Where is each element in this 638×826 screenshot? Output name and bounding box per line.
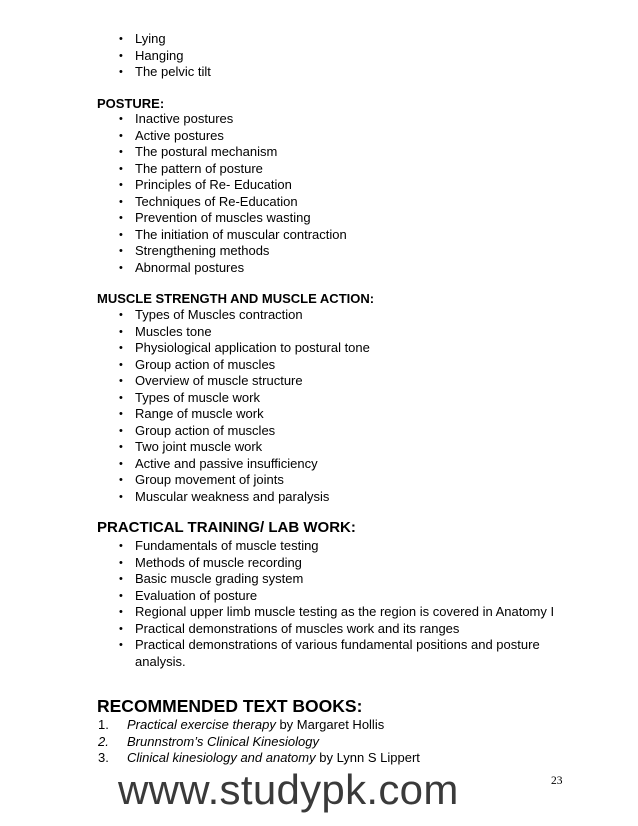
list-item — [0, 227, 575, 244]
list-item-text: Practical demonstrations of muscles work and its ranges — [135, 620, 460, 636]
list-item — [0, 406, 575, 423]
bullet-dot-icon: • — [119, 66, 123, 78]
bullet-dot-icon: • — [119, 639, 123, 651]
list-item-text: Fundamentals of muscle testing — [135, 538, 319, 553]
book-item — [0, 717, 638, 734]
list-item — [0, 64, 575, 81]
intro-list — [0, 31, 638, 81]
bullet-dot-icon: • — [119, 375, 123, 387]
list-item — [0, 324, 575, 341]
list-item-text: Techniques of Re-Education — [135, 193, 298, 209]
list-item — [0, 128, 575, 145]
bullet-dot-icon: • — [119, 573, 123, 585]
list-item-text: Abnormal postures — [135, 259, 245, 275]
bullet-dot-icon: • — [119, 325, 123, 338]
list-item — [0, 357, 575, 374]
page-number: 23 — [551, 775, 563, 787]
list-item-text: Physiological application to postural tone — [135, 340, 370, 355]
bullet-dot-icon: • — [119, 179, 123, 191]
book-number: 3. — [98, 750, 109, 765]
practical-heading: PRACTICAL TRAINING/ LAB WORK: — [97, 519, 356, 536]
bullet-dot-icon: • — [119, 490, 123, 503]
bullet-dot-icon: • — [119, 424, 123, 437]
list-item-text: Active and passive insufficiency — [135, 455, 318, 471]
list-item — [0, 538, 575, 555]
bullet-dot-icon: • — [119, 195, 123, 208]
list-item-text: Practical demonstrations of various fundamental positions and posture analysis. — [135, 637, 540, 669]
bullet-dot-icon: • — [119, 391, 123, 404]
list-item-text: Evaluation of posture — [135, 587, 258, 603]
list-item-text: Types of Muscles contraction — [135, 307, 303, 322]
bullet-dot-icon: • — [119, 408, 123, 420]
list-item-text: Group movement of joints — [135, 472, 284, 487]
list-item-text: Prevention of muscles wasting — [135, 210, 311, 225]
list-item — [0, 489, 575, 506]
list-item-text: Two joint muscle work — [135, 439, 263, 454]
book-item — [0, 734, 638, 751]
bullet-dot-icon: • — [119, 309, 123, 321]
bullet-dot-icon: • — [119, 162, 123, 175]
list-item — [0, 111, 575, 128]
list-item — [0, 260, 575, 277]
books-section — [0, 717, 638, 767]
bullet-dot-icon: • — [119, 342, 123, 354]
book-title: Brunnstrom’s Clinical Kinesiology — [127, 733, 319, 749]
bullet-dot-icon: • — [119, 589, 123, 602]
book-title: Practical exercise therapy — [127, 717, 276, 732]
books-heading: RECOMMENDED TEXT BOOKS: — [97, 696, 363, 716]
book-author: by Margaret Hollis — [275, 717, 385, 732]
bullet-dot-icon: • — [119, 261, 123, 274]
list-item-text: Methods of muscle recording — [135, 554, 302, 570]
bullet-dot-icon: • — [119, 474, 123, 486]
bullet-dot-icon: • — [119, 146, 123, 158]
bullet-dot-icon: • — [119, 49, 123, 62]
posture-list — [0, 111, 638, 276]
list-item-text: Inactive postures — [135, 111, 234, 126]
list-item — [0, 243, 575, 260]
bullet-dot-icon: • — [119, 33, 123, 45]
bullet-dot-icon: • — [119, 606, 123, 618]
list-item-text: Active postures — [135, 127, 224, 143]
list-item-text: The initiation of muscular contraction — [135, 226, 347, 242]
book-author: by Lynn S Lippert — [315, 750, 420, 765]
list-item — [0, 144, 575, 161]
list-item-text: The pattern of posture — [135, 160, 263, 176]
list-item — [0, 340, 575, 357]
muscle-strength-list — [0, 307, 638, 505]
muscle-strength-section — [0, 307, 638, 505]
list-item-text: Lying — [135, 31, 166, 46]
list-item — [0, 423, 575, 440]
bullet-dot-icon: • — [119, 113, 123, 125]
list-item-text: Types of muscle work — [135, 389, 260, 405]
list-item — [0, 373, 575, 390]
watermark: www.studypk.com — [118, 766, 459, 813]
list-item — [0, 637, 575, 670]
posture-heading: POSTURE: — [97, 96, 165, 111]
list-item — [0, 439, 575, 456]
list-item — [0, 161, 575, 178]
list-item — [0, 621, 575, 638]
list-item-text: Principles of Re- Education — [135, 177, 292, 192]
bullet-dot-icon: • — [119, 441, 123, 453]
list-item — [0, 456, 575, 473]
list-item — [0, 194, 575, 211]
list-item — [0, 472, 575, 489]
practical-list — [0, 538, 638, 670]
list-item-text: Overview of muscle structure — [135, 373, 303, 388]
bullet-dot-icon: • — [119, 622, 123, 635]
muscle-strength-heading: MUSCLE STRENGTH AND MUSCLE ACTION: — [97, 291, 375, 306]
bullet-dot-icon: • — [119, 212, 123, 224]
list-item-text: Muscular weakness and paralysis — [135, 488, 330, 504]
practical-section — [0, 538, 638, 670]
list-item — [0, 210, 575, 227]
list-item — [0, 588, 575, 605]
list-item-text: Regional upper limb muscle testing as the region is covered in Anatomy I — [135, 604, 555, 619]
bullet-dot-icon: • — [119, 358, 123, 371]
bullet-dot-icon: • — [119, 540, 123, 552]
list-item-text: Group action of muscles — [135, 422, 276, 438]
books-list — [0, 717, 638, 767]
list-item — [0, 31, 575, 48]
list-item-text: Strengthening methods — [135, 243, 270, 258]
bullet-dot-icon: • — [119, 556, 123, 569]
list-item — [0, 307, 575, 324]
intro-section — [0, 31, 638, 81]
list-item — [0, 177, 575, 194]
list-item — [0, 555, 575, 572]
book-title: Clinical kinesiology and anatomy — [127, 750, 316, 765]
bullet-dot-icon: • — [119, 457, 123, 470]
list-item-text: The postural mechanism — [135, 144, 278, 159]
book-number: 2. — [98, 733, 109, 749]
list-item-text: Group action of muscles — [135, 356, 276, 372]
list-item — [0, 48, 575, 65]
list-item-text: Range of muscle work — [135, 406, 264, 421]
posture-section — [0, 111, 638, 276]
list-item-text: Basic muscle grading system — [135, 571, 304, 586]
bullet-dot-icon: • — [119, 228, 123, 241]
list-item — [0, 390, 575, 407]
list-item — [0, 571, 575, 588]
list-item-text: Muscles tone — [135, 323, 212, 339]
list-item — [0, 604, 575, 621]
book-number: 1. — [98, 717, 109, 732]
list-item-text: Hanging — [135, 47, 184, 63]
bullet-dot-icon: • — [119, 129, 123, 142]
list-item-text: The pelvic tilt — [135, 64, 211, 79]
bullet-dot-icon: • — [119, 245, 123, 257]
